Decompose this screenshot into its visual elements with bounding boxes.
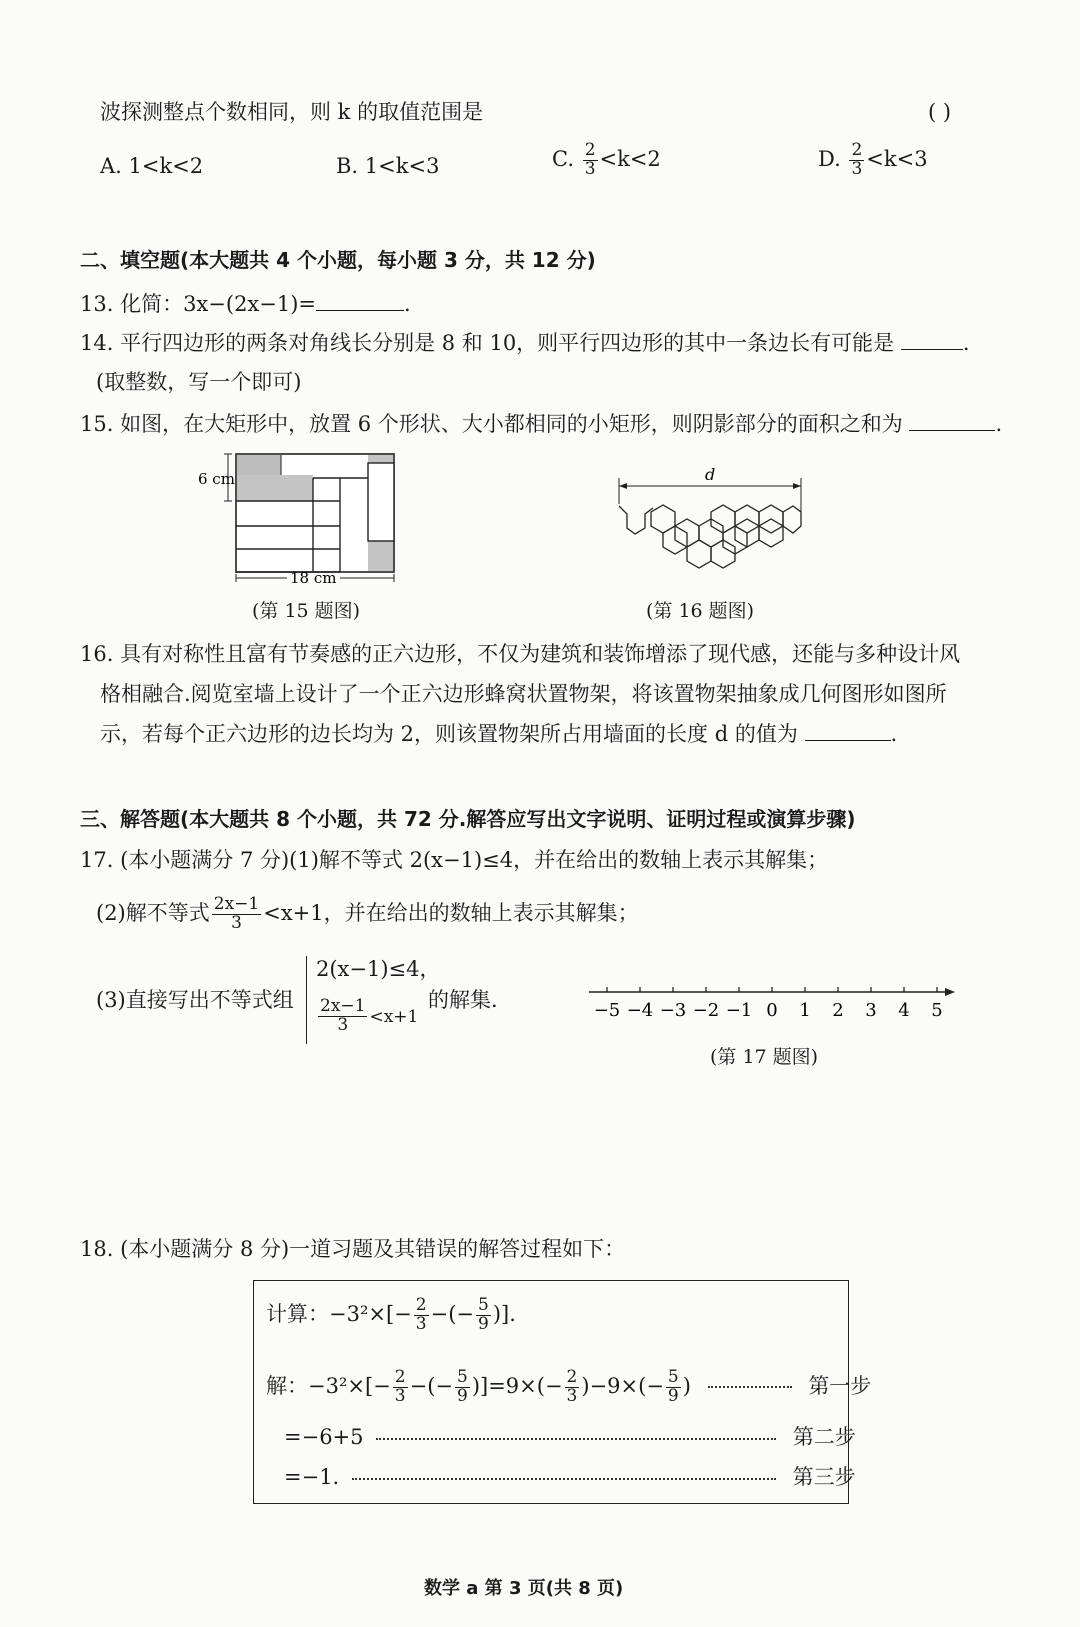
calc-line: 计算：−3²×[− $\frac{2}{3}$ −(− $\frac{5}{9}$ )]. bbox=[266, 1295, 516, 1334]
label-d: d bbox=[705, 465, 716, 484]
figure-15 bbox=[190, 448, 410, 590]
question-17-part2: (2)解不等式 $\frac{2x-1}{3}$ <x+1，并在给出的数轴上表示其解集； bbox=[96, 894, 639, 933]
system-brace bbox=[306, 956, 311, 1044]
number-line-label: 3 bbox=[865, 1000, 877, 1021]
option-a: A. 1<k<2 bbox=[100, 154, 204, 178]
option-b: B. 1<k<3 bbox=[336, 154, 440, 178]
number-line-label: 1 bbox=[799, 1000, 811, 1021]
question-16-line2: 格相融合.阅览室墙上设计了一个正六边形蜂窝状置物架，将该置物架抽象成几何图形如图所 bbox=[100, 682, 947, 706]
number-line-label: −4 bbox=[626, 1000, 654, 1021]
question-17-part3-post: 的解集. bbox=[428, 988, 498, 1012]
solve-step2: =−6+5 第二步 bbox=[284, 1425, 856, 1449]
number-line-label: −1 bbox=[725, 1000, 753, 1021]
figure-17-caption: (第 17 题图) bbox=[710, 1046, 819, 1068]
section-3-heading: 三、解答题(本大题共 8 个小题，共 72 分.解答应写出文字说明、证明过程或演算步骤) bbox=[80, 807, 856, 831]
number-line-label: 4 bbox=[898, 1000, 910, 1021]
answer-paren: ( ) bbox=[928, 100, 952, 124]
label-6cm: 6 cm bbox=[198, 470, 235, 488]
solve-step1: 解：−3²×[− $\frac{2}{3}$ −(− $\frac{5}{9}$ )]=9×(− $\frac{2}{3}$ )−9×(− $\frac{5}{9}$ ) 第一步 bbox=[266, 1367, 872, 1406]
question-13: 13. 化简：3x−(2x−1)= . bbox=[80, 292, 411, 316]
figure-16 bbox=[605, 464, 815, 586]
question-18-intro: 18. (本小题满分 8 分)一道习题及其错误的解答过程如下： bbox=[80, 1237, 626, 1261]
solve-step3: =−1. 第三步 bbox=[284, 1465, 856, 1489]
number-line-label: −3 bbox=[659, 1000, 687, 1021]
question-16-line3: 示，若每个正六边形的边长均为 2，则该置物架所占用墙面的长度 d 的值为 . bbox=[100, 722, 898, 746]
question-17-part3-pre: (3)直接写出不等式组 bbox=[96, 988, 294, 1012]
number-line bbox=[585, 980, 965, 1026]
label-18cm: 18 cm bbox=[290, 569, 337, 587]
option-d: D. $\frac{2}{3}$ <k<3 bbox=[818, 140, 928, 179]
system-line2: $\frac{2x-1}{3}$ <x+1 bbox=[320, 996, 419, 1035]
solution-box bbox=[253, 1280, 872, 1504]
number-line-label: 2 bbox=[832, 1000, 844, 1021]
number-line-label: −5 bbox=[593, 1000, 621, 1021]
question-15: 15. 如图，在大矩形中，放置 6 个形状、大小都相同的小矩形，则阴影部分的面积之和为 . bbox=[80, 412, 1003, 436]
figure-15-caption: (第 15 题图) bbox=[252, 600, 361, 622]
number-line-label: 0 bbox=[766, 1000, 778, 1021]
number-line-label: −2 bbox=[692, 1000, 720, 1021]
question-12-stem: 波探测整点个数相同，则 k 的取值范围是 bbox=[100, 100, 484, 124]
figure-16-caption: (第 16 题图) bbox=[646, 600, 755, 622]
question-14-line1: 14. 平行四边形的两条对角线长分别是 8 和 10，则平行四边形的其中一条边长有可能是 . bbox=[80, 331, 970, 355]
question-17-part1: 17. (本小题满分 7 分)(1)解不等式 2(x−1)≤4，并在给出的数轴上表示其解集； bbox=[80, 848, 829, 872]
option-c: C. $\frac{2}{3}$ <k<2 bbox=[552, 140, 661, 179]
page-footer: 数学 a 第 3 页(共 8 页) bbox=[424, 1578, 624, 1599]
question-16-line1: 16. 具有对称性且富有节奏感的正六边形，不仅为建筑和装饰增添了现代感，还能与多种设计风 bbox=[80, 642, 961, 666]
number-line-label: 5 bbox=[931, 1000, 943, 1021]
system-line1: 2(x−1)≤4， bbox=[316, 957, 441, 981]
question-14-line2: (取整数，写一个即可) bbox=[96, 370, 302, 394]
section-2-heading: 二、填空题(本大题共 4 个小题，每小题 3 分，共 12 分) bbox=[80, 248, 596, 272]
arrow-right-icon bbox=[945, 988, 955, 996]
